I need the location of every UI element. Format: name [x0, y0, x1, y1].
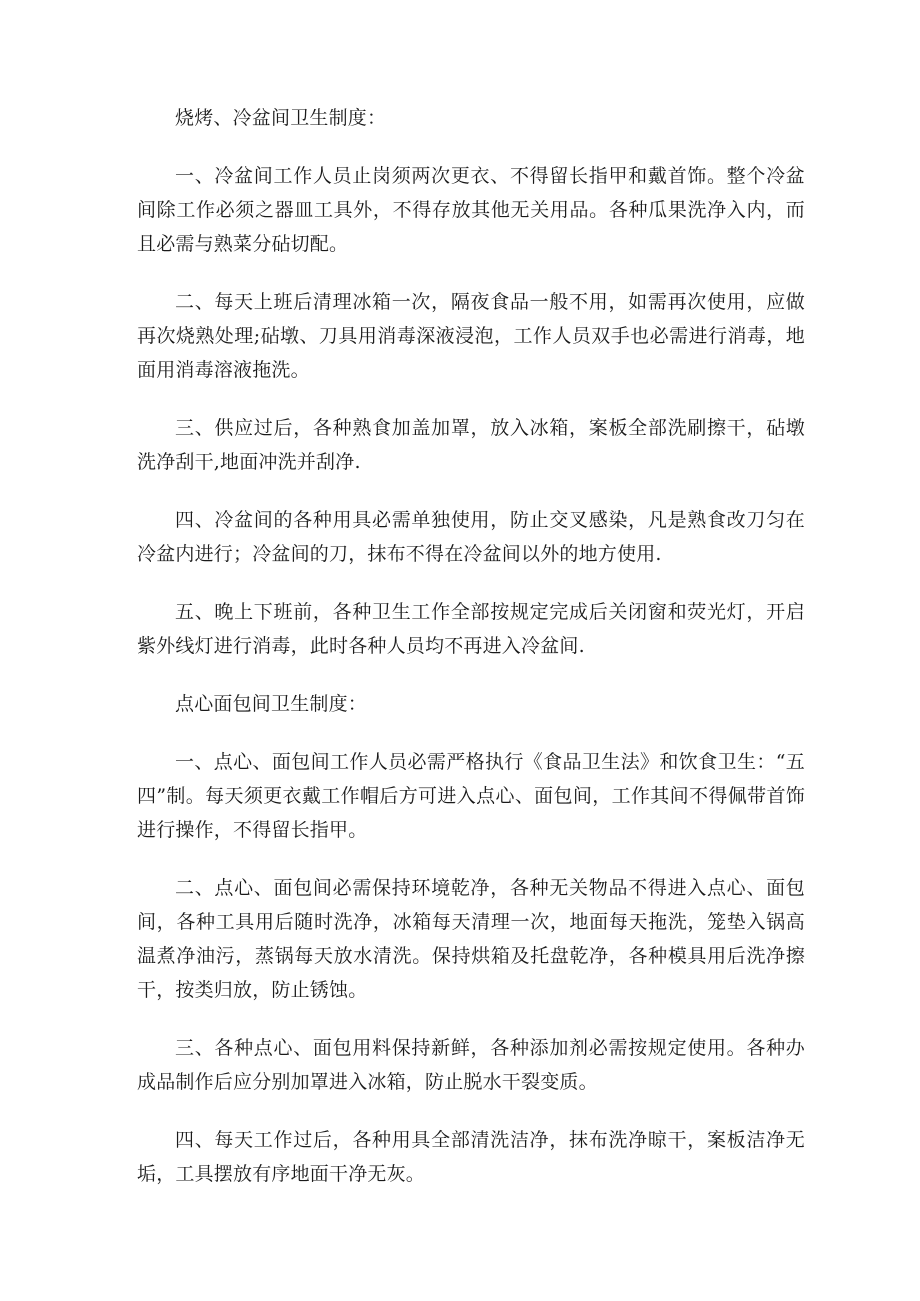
paragraph: 四、每天工作过后，各种用具全部清洗洁净，抹布洗净晾干，案板洁净无垢，工具摆放有序地面干净无灰。 — [137, 1129, 805, 1185]
section-title-pastry-bakery-room: 点心面包间卫生制度： — [175, 693, 368, 715]
section-title-bbq-cold-room: 烧烤、冷盆间卫生制度： — [175, 107, 387, 129]
paragraph: 三、各种点心、面包用料保持新鲜，各种添加剂必需按规定使用。各种办成品制作后应分别加罩进入冰箱，防止脱水干裂变质。 — [137, 1037, 805, 1093]
paragraph: 三、供应过后，各种熟食加盖加罩，放入冰箱，案板全部洗刷擦干，砧墩洗净刮干,地面冲洗并刮净. — [137, 417, 805, 473]
document-body — [137, 101, 805, 1215]
paragraph: 一、点心、面包间工作人员必需严格执行《食品卫生法》和饮食卫生：“五四”制。每天须更衣戴工作帽后方可进入点心、面包间，工作其间不得佩带首饰进行操作，不得留长指甲。 — [137, 751, 805, 841]
paragraph: 二、每天上班后清理冰箱一次，隔夜食品一般不用，如需再次使用，应做再次烧熟处理;砧墩、刀具用消毒深液浸泡，工作人员双手也必需进行消毒，地面用消毒溶液拖洗。 — [137, 291, 805, 381]
paragraph: 二、点心、面包间必需保持环境乾净，各种无关物品不得进入点心、面包间，各种工具用后随时洗净，冰箱每天清理一次，地面每天拖洗，笼垫入锅高温煮净油污，蒸锅每天放水清洗。保持烘箱及托盘乾净，各种模具用后洗净擦干，按类归放，防止锈蚀。 — [137, 877, 805, 1001]
paragraph: 一、冷盆间工作人员止岗须两次更衣、不得留长指甲和戴首饰。整个冷盆间除工作必须之器皿工具外，不得存放其他无关用品。各种瓜果洗净入内，而且必需与熟菜分砧切配。 — [137, 165, 805, 255]
paragraph: 四、冷盆间的各种用具必需单独使用，防止交叉感染，凡是熟食改刀匀在冷盆内进行；冷盆间的刀，抹布不得在冷盆间以外的地方使用. — [137, 509, 805, 565]
paragraph: 五、晚上下班前，各种卫生工作全部按规定完成后关闭窗和荧光灯，开启紫外线灯进行消毒，此时各种人员均不再进入冷盆间. — [137, 601, 805, 657]
